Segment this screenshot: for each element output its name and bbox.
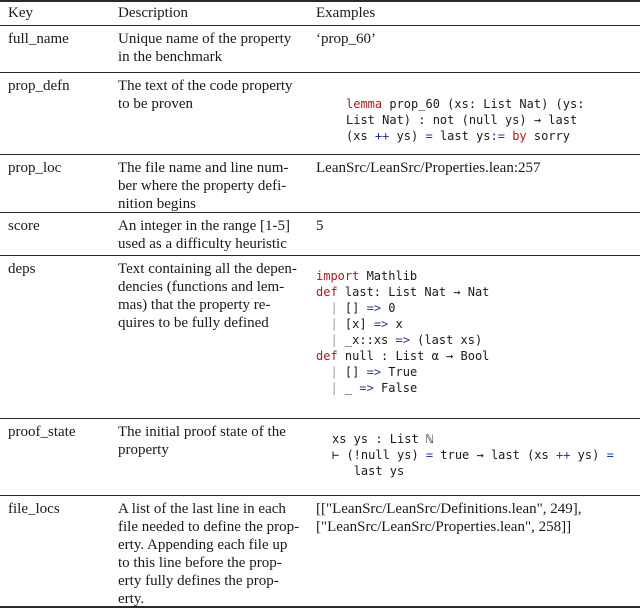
row-key: score bbox=[8, 218, 40, 234]
top-rule bbox=[0, 0, 640, 2]
row-example: 5 bbox=[316, 218, 324, 234]
row-key: prop_loc bbox=[8, 160, 62, 176]
row-description: Unique name of the property in the benchmark bbox=[118, 31, 292, 65]
code-example: import Mathlib def last: List Nat → Nat | [] => 0 | [x] => x | _x::xs => (last xs) def null : List α → Bool | [] => True | _ => False bbox=[316, 269, 490, 395]
row-divider bbox=[0, 418, 640, 419]
row-example: [["LeanSrc/LeanSrc/Definitions.lean", 249], ["LeanSrc/LeanSrc/Properties.lean", 258]] bbox=[316, 501, 582, 535]
row-divider bbox=[0, 72, 640, 73]
header-key: Key bbox=[8, 5, 33, 21]
row-description: The file name and line num- ber where the property defi- nition begins bbox=[118, 160, 289, 212]
row-description: A list of the last line in each file needed to define the prop- erty. Appending each file up to this line before the prop- erty fully defines the prop- erty. bbox=[118, 501, 300, 607]
code-example: xs ys : List ℕ ⊢ (!null ys) = true → last (xs ++ ys) = last ys bbox=[332, 432, 614, 478]
row-description: Text containing all the depen- dencies (functions and lem- mas) that the property re- quires to be fully defined bbox=[118, 261, 297, 331]
row-description: The text of the code property to be proven bbox=[118, 78, 293, 112]
row-description: An integer in the range [1-5] used as a difficulty heuristic bbox=[118, 218, 291, 252]
row-example: LeanSrc/LeanSrc/Properties.lean:257 bbox=[316, 160, 541, 176]
row-divider bbox=[0, 255, 640, 256]
row-key: proof_state bbox=[8, 424, 76, 440]
code-example: lemma prop_60 (xs: List Nat) (ys: List Nat) : not (null ys) → last (xs ++ ys) = last ys:= by sorry bbox=[346, 97, 585, 143]
row-key: prop_defn bbox=[8, 78, 70, 94]
header-description: Description bbox=[118, 5, 188, 21]
row-key: file_locs bbox=[8, 501, 60, 517]
row-description: The initial proof state of the property bbox=[118, 424, 286, 458]
row-example: ‘prop_60’ bbox=[316, 31, 376, 47]
row-divider bbox=[0, 154, 640, 155]
header-examples: Examples bbox=[316, 5, 376, 21]
header-rule bbox=[0, 25, 640, 26]
row-divider bbox=[0, 212, 640, 213]
row-key: full_name bbox=[8, 31, 69, 47]
bottom-rule bbox=[0, 606, 640, 608]
row-key: deps bbox=[8, 261, 36, 277]
row-divider bbox=[0, 495, 640, 496]
